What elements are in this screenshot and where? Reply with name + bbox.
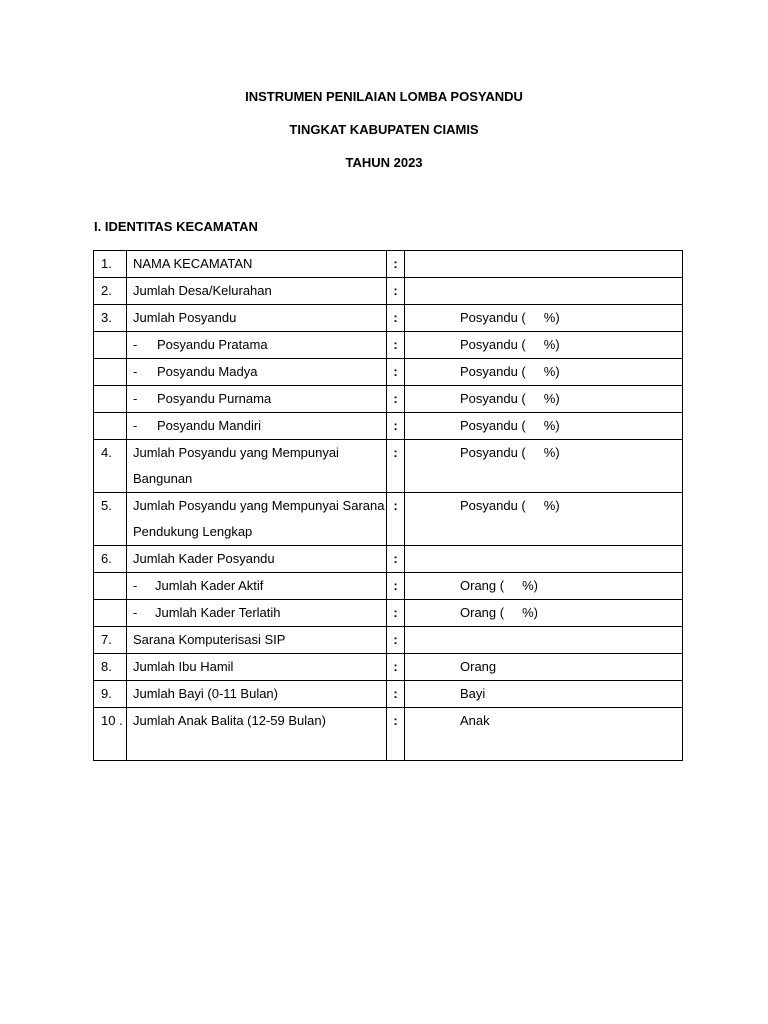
row-item-label: Posyandu Pratama bbox=[157, 337, 268, 352]
document-title: INSTRUMEN PENILAIAN LOMBA POSYANDU bbox=[245, 89, 523, 104]
row-colon: : bbox=[387, 546, 405, 573]
row-number: 10 . bbox=[94, 708, 127, 761]
dash-marker: - bbox=[133, 364, 138, 379]
table-row bbox=[94, 681, 683, 708]
dash-marker: - bbox=[133, 578, 138, 593]
document-year: TAHUN 2023 bbox=[345, 155, 423, 170]
row-number: 2. bbox=[94, 278, 127, 305]
row-value-field[interactable] bbox=[405, 708, 683, 761]
dash-marker: - bbox=[133, 391, 138, 406]
row-value-field[interactable] bbox=[405, 600, 683, 627]
row-colon: : bbox=[387, 413, 405, 440]
row-colon: : bbox=[387, 654, 405, 681]
row-item: Jumlah Desa/Kelurahan bbox=[127, 278, 387, 305]
table-row bbox=[94, 546, 683, 573]
percent-label: %) bbox=[543, 418, 560, 433]
row-number bbox=[94, 413, 127, 440]
row-value-field[interactable] bbox=[405, 681, 683, 708]
row-value-field[interactable] bbox=[405, 386, 683, 413]
row-value-field[interactable] bbox=[405, 546, 683, 573]
row-number: 6. bbox=[94, 546, 127, 573]
value-label: Orang ( bbox=[460, 605, 505, 620]
table-row bbox=[94, 654, 683, 681]
table-row bbox=[94, 627, 683, 654]
document-subtitle: TINGKAT KABUPATEN CIAMIS bbox=[289, 122, 479, 137]
row-colon: : bbox=[387, 278, 405, 305]
percent-label: %) bbox=[543, 498, 560, 513]
row-item: Jumlah Posyandu yang Mempunyai Bangunan bbox=[127, 440, 387, 493]
row-item: Jumlah Posyandu bbox=[127, 305, 387, 332]
table-row bbox=[94, 708, 683, 761]
table-row bbox=[94, 332, 683, 359]
table-row bbox=[94, 440, 683, 493]
row-value-field[interactable] bbox=[405, 573, 683, 600]
row-item: Sarana Komputerisasi SIP bbox=[127, 627, 387, 654]
value-label: Posyandu ( bbox=[460, 445, 526, 460]
row-colon: : bbox=[387, 708, 405, 761]
row-number bbox=[94, 332, 127, 359]
row-item bbox=[127, 386, 387, 413]
row-number bbox=[94, 600, 127, 627]
row-item bbox=[127, 413, 387, 440]
row-colon: : bbox=[387, 493, 405, 546]
row-item-label: Posyandu Mandiri bbox=[157, 418, 262, 433]
row-number bbox=[94, 359, 127, 386]
table-row bbox=[94, 413, 683, 440]
row-item: Jumlah Ibu Hamil bbox=[127, 654, 387, 681]
value-label: Posyandu ( bbox=[460, 337, 526, 352]
row-colon: : bbox=[387, 305, 405, 332]
row-value-field[interactable] bbox=[405, 278, 683, 305]
row-item bbox=[127, 359, 387, 386]
percent-label: %) bbox=[522, 605, 538, 620]
row-value-field[interactable] bbox=[405, 359, 683, 386]
row-colon: : bbox=[387, 386, 405, 413]
table-row bbox=[94, 493, 683, 546]
row-value-field[interactable] bbox=[405, 305, 683, 332]
row-item: Jumlah Kader Posyandu bbox=[127, 546, 387, 573]
row-value-field[interactable] bbox=[405, 332, 683, 359]
row-item bbox=[127, 332, 387, 359]
table-row bbox=[94, 359, 683, 386]
dash-marker: - bbox=[133, 605, 138, 620]
value-label: Bayi bbox=[460, 686, 486, 701]
table-row bbox=[94, 305, 683, 332]
value-label: Posyandu ( bbox=[460, 310, 526, 325]
row-number: 8. bbox=[94, 654, 127, 681]
percent-label: %) bbox=[543, 337, 560, 352]
value-label: Anak bbox=[460, 713, 490, 728]
percent-label: %) bbox=[543, 445, 560, 460]
value-label: Orang bbox=[460, 659, 497, 674]
dash-marker: - bbox=[133, 337, 138, 352]
table-row bbox=[94, 600, 683, 627]
value-label: Posyandu ( bbox=[460, 364, 526, 379]
row-item-label: Jumlah Kader Aktif bbox=[155, 578, 264, 593]
table-row bbox=[94, 573, 683, 600]
table-row bbox=[94, 386, 683, 413]
value-label: Orang ( bbox=[460, 578, 505, 593]
row-item-label: Posyandu Madya bbox=[157, 364, 258, 379]
row-colon: : bbox=[387, 627, 405, 654]
value-label: Posyandu ( bbox=[460, 391, 526, 406]
row-item-label: Jumlah Kader Terlatih bbox=[155, 605, 281, 620]
row-colon: : bbox=[387, 332, 405, 359]
row-number: 7. bbox=[94, 627, 127, 654]
row-item bbox=[127, 600, 387, 627]
percent-label: %) bbox=[543, 310, 560, 325]
row-item: NAMA KECAMATAN bbox=[127, 251, 387, 278]
row-value-field[interactable] bbox=[405, 493, 683, 546]
row-number: 9. bbox=[94, 681, 127, 708]
row-value-field[interactable] bbox=[405, 654, 683, 681]
row-number bbox=[94, 573, 127, 600]
row-colon: : bbox=[387, 251, 405, 278]
row-number: 4. bbox=[94, 440, 127, 493]
row-item-label: Posyandu Purnama bbox=[157, 391, 272, 406]
value-label: Posyandu ( bbox=[460, 418, 526, 433]
percent-label: %) bbox=[543, 364, 560, 379]
row-item: Jumlah Anak Balita (12-59 Bulan) bbox=[127, 708, 387, 761]
row-colon: : bbox=[387, 359, 405, 386]
row-colon: : bbox=[387, 573, 405, 600]
percent-label: %) bbox=[543, 391, 560, 406]
row-value-field[interactable] bbox=[405, 440, 683, 493]
dash-marker: - bbox=[133, 418, 138, 433]
table-row bbox=[94, 251, 683, 278]
row-item bbox=[127, 573, 387, 600]
value-label: Posyandu ( bbox=[460, 498, 526, 513]
row-value-field[interactable] bbox=[405, 627, 683, 654]
row-colon: : bbox=[387, 440, 405, 493]
row-item: Jumlah Posyandu yang Mempunyai Sarana Pendukung Lengkap bbox=[127, 493, 387, 546]
section-title: I. IDENTITAS KECAMATAN bbox=[94, 219, 258, 234]
row-number bbox=[94, 386, 127, 413]
table-row bbox=[94, 278, 683, 305]
row-colon: : bbox=[387, 681, 405, 708]
row-number: 1. bbox=[94, 251, 127, 278]
percent-label: %) bbox=[522, 578, 538, 593]
row-value-field[interactable] bbox=[405, 413, 683, 440]
identity-table bbox=[93, 250, 683, 761]
row-colon: : bbox=[387, 600, 405, 627]
row-number: 5. bbox=[94, 493, 127, 546]
row-item: Jumlah Bayi (0-11 Bulan) bbox=[127, 681, 387, 708]
row-number: 3. bbox=[94, 305, 127, 332]
row-value-field[interactable] bbox=[405, 251, 683, 278]
